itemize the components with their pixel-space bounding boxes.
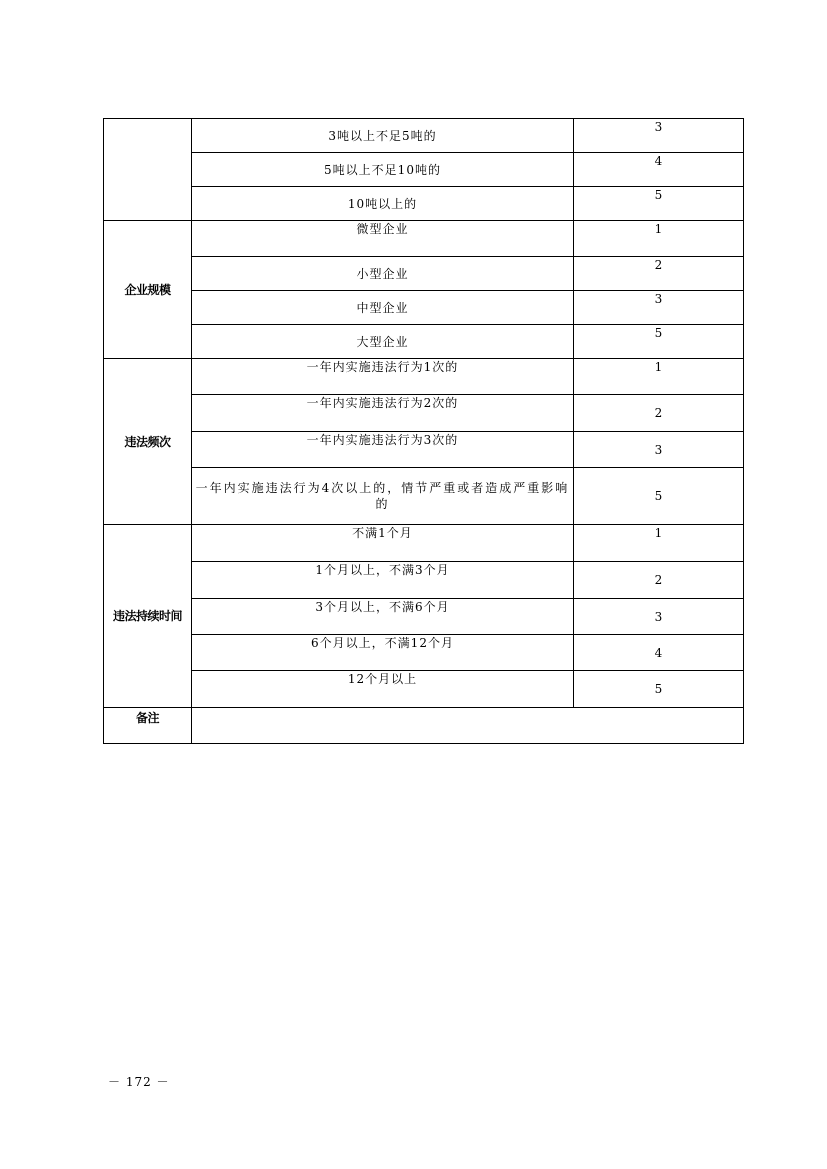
- score-cell: 5: [574, 325, 744, 359]
- score-cell: 3: [574, 291, 744, 325]
- score-cell: 1: [574, 221, 744, 257]
- table-row: [104, 119, 744, 153]
- condition-cell: 3吨以上不足5吨的: [192, 119, 574, 153]
- score-cell: 3: [574, 119, 744, 153]
- condition-cell: 12个月以上: [192, 671, 574, 708]
- table-row: [104, 153, 744, 187]
- table-row: [104, 359, 744, 395]
- condition-cell: 一年内实施违法行为4次以上的，情节严重或者造成严重影响的: [192, 468, 574, 525]
- score-cell: 2: [574, 562, 744, 599]
- condition-cell: 一年内实施违法行为2次的: [192, 395, 574, 432]
- condition-cell: 微型企业: [192, 221, 574, 257]
- condition-cell: 一年内实施违法行为3次的: [192, 432, 574, 468]
- category-cell-violation-duration: 违法持续时间: [104, 525, 192, 708]
- table-row: [104, 395, 744, 432]
- score-cell: 5: [574, 671, 744, 708]
- table-row: [104, 257, 744, 291]
- condition-cell: 不满1个月: [192, 525, 574, 562]
- category-cell-enterprise-scale: 企业规模: [104, 221, 192, 359]
- score-cell: 1: [574, 359, 744, 395]
- table-row: [104, 291, 744, 325]
- table-row: [104, 635, 744, 671]
- table-row-remarks: [104, 708, 744, 744]
- condition-cell: 3个月以上，不满6个月: [192, 599, 574, 635]
- table-row: [104, 671, 744, 708]
- page-number: － 172 －: [108, 1075, 170, 1089]
- table-row: [104, 221, 744, 257]
- condition-cell: 一年内实施违法行为1次的: [192, 359, 574, 395]
- category-cell-quantity: [104, 119, 192, 221]
- condition-cell: 1个月以上，不满3个月: [192, 562, 574, 599]
- condition-cell: 中型企业: [192, 291, 574, 325]
- score-cell: 1: [574, 525, 744, 562]
- table-row: [104, 325, 744, 359]
- score-cell: 3: [574, 432, 744, 468]
- remarks-value: [192, 708, 744, 744]
- condition-cell: 5吨以上不足10吨的: [192, 153, 574, 187]
- category-cell-violation-frequency: 违法频次: [104, 359, 192, 525]
- table-row: [104, 468, 744, 525]
- score-cell: 5: [574, 187, 744, 221]
- table-row: [104, 599, 744, 635]
- score-cell: 3: [574, 599, 744, 635]
- score-cell: 5: [574, 468, 744, 525]
- condition-cell: 6个月以上，不满12个月: [192, 635, 574, 671]
- score-cell: 4: [574, 635, 744, 671]
- remarks-label: 备注: [104, 708, 192, 744]
- table-row: [104, 562, 744, 599]
- table-row: [104, 187, 744, 221]
- table-row: [104, 525, 744, 562]
- scoring-table: [103, 118, 744, 744]
- score-cell: 2: [574, 257, 744, 291]
- score-cell: 4: [574, 153, 744, 187]
- score-cell: 2: [574, 395, 744, 432]
- condition-cell: 10吨以上的: [192, 187, 574, 221]
- condition-cell: 大型企业: [192, 325, 574, 359]
- table-row: [104, 432, 744, 468]
- condition-cell: 小型企业: [192, 257, 574, 291]
